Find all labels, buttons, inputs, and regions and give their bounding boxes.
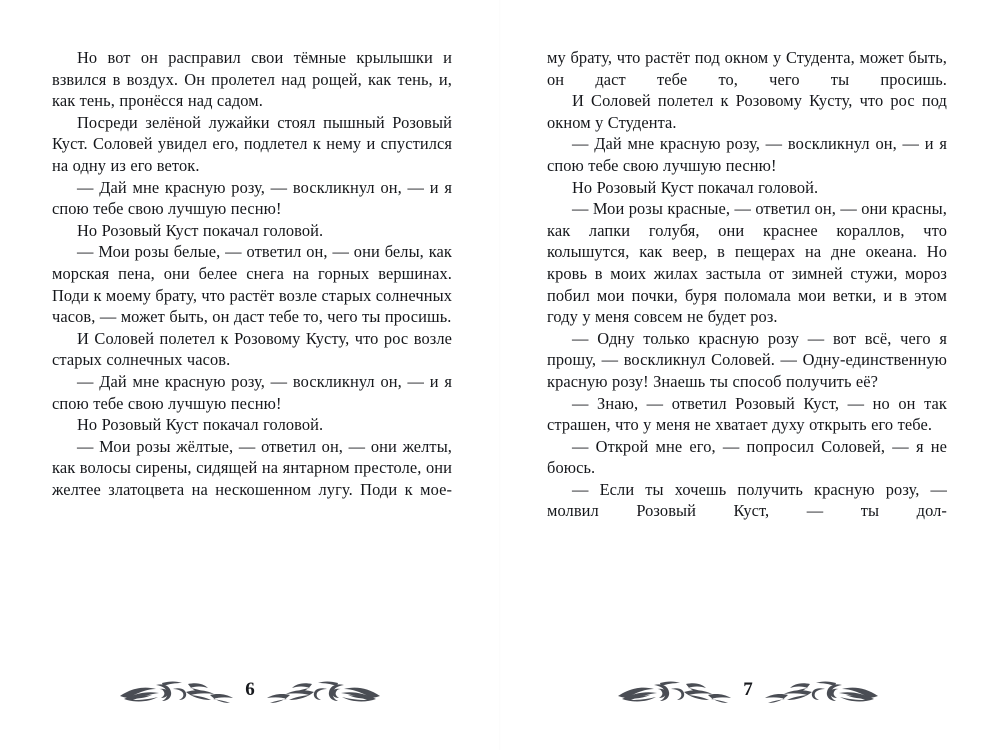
paragraph: И Соловей полетел к Розовому Кусту, что рос под окном у Студента.	[547, 91, 947, 132]
paragraph: Посреди зелёной лужайки стоял пышный Розовый Куст. Соловей увидел его, подлетел к нему и спустился на одну из его веток.	[52, 112, 452, 175]
floral-flourish-ornament	[118, 675, 236, 709]
page-left-footer	[0, 672, 500, 712]
page-number: 7	[743, 678, 753, 700]
page-number: 6	[245, 678, 255, 700]
page-right-footer	[498, 672, 998, 712]
paragraph: му брату, что растёт под окном у Студента, может быть, он даст тебе то, чего ты просишь.	[547, 48, 947, 89]
paragraph: — Знаю, — ответил Розовый Куст, — но он так страшен, что у меня не хватает духу открыть его тебе.	[547, 393, 947, 435]
floral-flourish-ornament	[762, 675, 880, 709]
paragraph: — Мои розы белые, — ответил он, — они белы, как морская пена, они белее снега на горных вершинах. Поди к моему брату, что растёт возле старых солнечных часов, — может быть, он даст тебе то, чего ты просишь.	[52, 242, 453, 327]
paragraph: Но Розовый Куст покачал головой.	[77, 415, 324, 435]
paragraph: — Одну только красную розу — вот всё, чего я прошу, — воскликнул Соловей. — Одну-единственную красную розу! Знаешь ты способ получить её?	[547, 328, 947, 391]
paragraph: Но Розовый Куст покачал головой.	[77, 220, 324, 240]
paragraph: — Мои розы жёлтые, — ответил он, — они желты, как волосы сирены, сидящей на янтарном престоле, они желтее златоцвета на нескошенном лугу. Поди к мое-	[52, 436, 452, 499]
page-left	[0, 0, 500, 750]
paragraph: — Если ты хочешь получить красную розу, — молвил Розовый Куст, — ты дол-	[547, 479, 947, 521]
paragraph: — Дай мне красную розу, — воскликнул он, — и я спою тебе свою лучшую песню!	[547, 134, 947, 175]
paragraph: — Открой мне его, — попросил Соловей, — я не боюсь.	[547, 436, 947, 478]
paragraph: — Дай мне красную розу, — воскликнул он, — и я спою тебе свою лучшую песню!	[52, 177, 452, 219]
page-right	[501, 0, 1001, 750]
paragraph: И Соловей полетел к Розовому Кусту, что рос возле старых солнечных часов.	[52, 328, 452, 370]
paragraph: Но вот он расправил свои тёмные крылышки и взвился в воздух. Он пролетел над рощей, как тень, и, как тень, пронёсся над садом.	[52, 48, 452, 111]
floral-flourish-ornament	[616, 675, 734, 709]
paragraph: — Дай мне красную розу, — воскликнул он, — и я спою тебе свою лучшую песню!	[52, 371, 452, 413]
floral-flourish-ornament	[264, 675, 382, 709]
paragraph: — Мои розы красные, — ответил он, — они красны, как лапки голубя, они краснее кораллов, что колышутся, как веер, в пещерах на дне океана. Но кровь в моих жилах застыла от зимней стужи, мороз побил мои почки, буря поломала мои ветки, и в этом году у меня совсем не будет роз.	[547, 199, 947, 327]
page-left-textblock	[52, 47, 452, 500]
page-right-textblock	[547, 47, 947, 522]
paragraph: Но Розовый Куст покачал головой.	[572, 177, 819, 197]
